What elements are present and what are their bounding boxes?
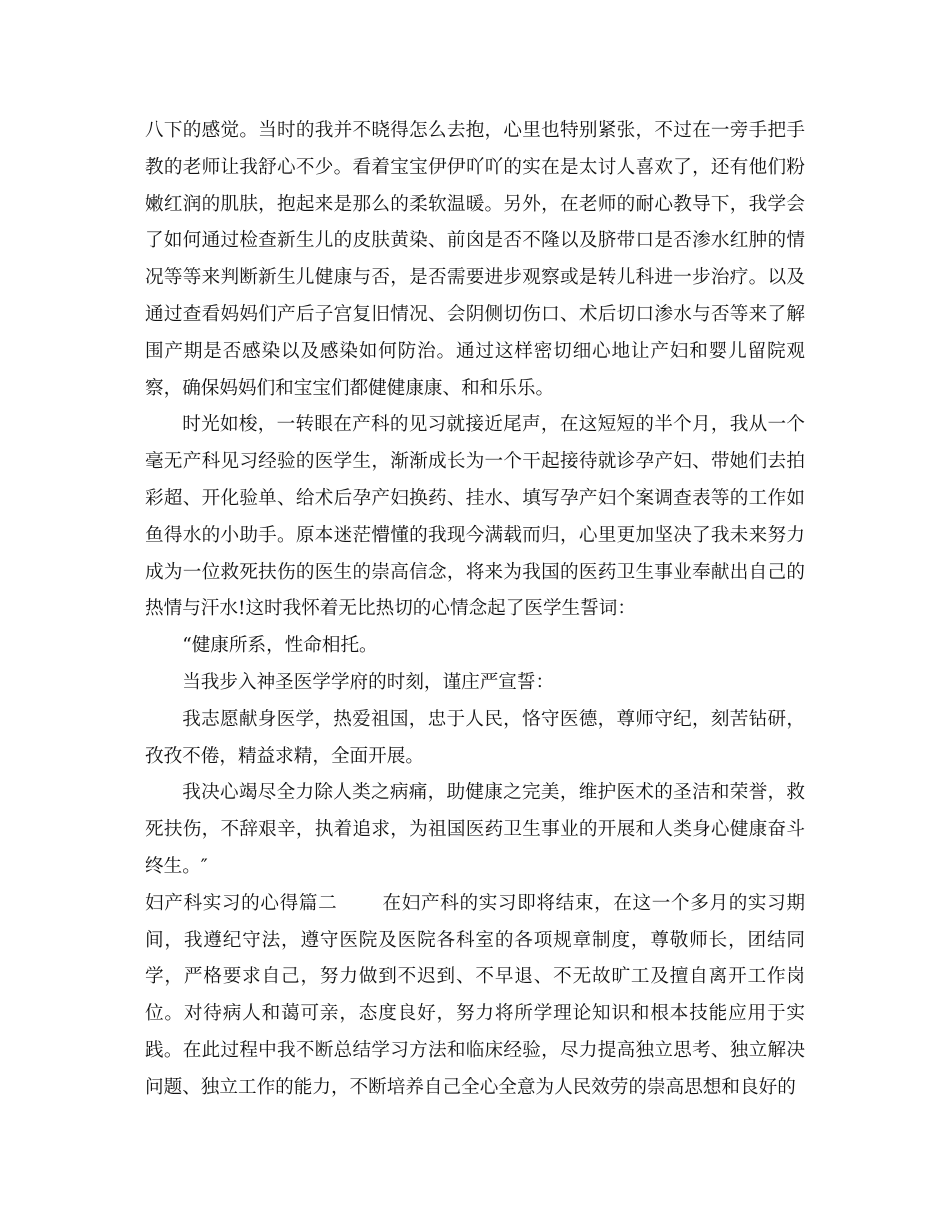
paragraph-internship-summary: 时光如梭，一转眼在产科的见习就接近尾声，在这短短的半个月，我从一个毫无产科见习经验的医学生，渐渐成长为一个干起接待就诊孕产妇、带她们去拍彩超、开化验单、给术后孕产妇换药、挂水、填写孕产妇个案调查表等的工作如鱼得水的小助手。原本迷茫懵懂的我现今满载而归，心里更加坚决了我未来努力成为一位救死扶伤的医生的崇高信念，将来为我国的医药卫生事业奉献出自己的热情与汗水!这时我怀着无比热切的心情念起了医学生誓词：: [145, 414, 805, 620]
oath-line-2: 当我步入神圣医学学府的时刻，谨庄严宣誓：: [182, 671, 555, 693]
section-two-heading: 妇产科实习的心得篇二: [145, 892, 338, 914]
oath-line-1: “健康所系，性命相托。: [182, 635, 378, 657]
section-two-paragraph: [145, 886, 805, 1107]
document-body: [145, 113, 805, 1107]
oath-line-3: 我志愿献身医学，热爱祖国，忠于人民，恪守医德，尊师守纪，刻苦钻研，孜孜不倦，精益求精，全面开展。: [145, 708, 805, 767]
oath-line-4: 我决心竭尽全力除人类之病痛，助健康之完美，维护医术的圣洁和荣誉，救死扶伤，不辞艰辛，执着追求，为祖国医药卫生事业的开展和人类身心健康奋斗终生。″: [145, 782, 805, 877]
paragraph-newborn-care: 八下的感觉。当时的我并不晓得怎么去抱，心里也特别紧张，不过在一旁手把手教的老师让我舒心不少。看着宝宝伊伊吖吖的实在是太讨人喜欢了，还有他们粉嫩红润的肌肤，抱起来是那么的柔软温暖。另外，在老师的耐心教导下，我学会了如何通过检查新生儿的皮肤黄染、前囟是否不隆以及脐带口是否渗水红肿的情况等等来判断新生儿健康与否，是否需要进步观察或是转儿科进一步治疗。以及通过查看妈妈们产后子宫复旧情况、会阴侧切伤口、术后切口渗水与否等来了解围产期是否感染以及感染如何防治。通过这样密切细心地让产妇和婴儿留院观察，确保妈妈们和宝宝们都健健康康、和和乐乐。: [145, 120, 805, 399]
section-two-text: 在妇产科的实习即将结束，在这一个多月的实习期间，我遵纪守法，遵守医院及医院各科室的各项规章制度，尊敬师长，团结同学，严格要求自己，努力做到不迟到、不早退、不无故旷工及擅自离开工作岗位。对待病人和蔼可亲，态度良好，努力将所学理论知识和根本技能应用于实践。在此过程中我不断总结学习方法和临床经验，尽力提高独立思考、独立解决问题、独立工作的能力，不断培养自己全心全意为人民效劳的崇高思想和良好的: [145, 892, 805, 1098]
